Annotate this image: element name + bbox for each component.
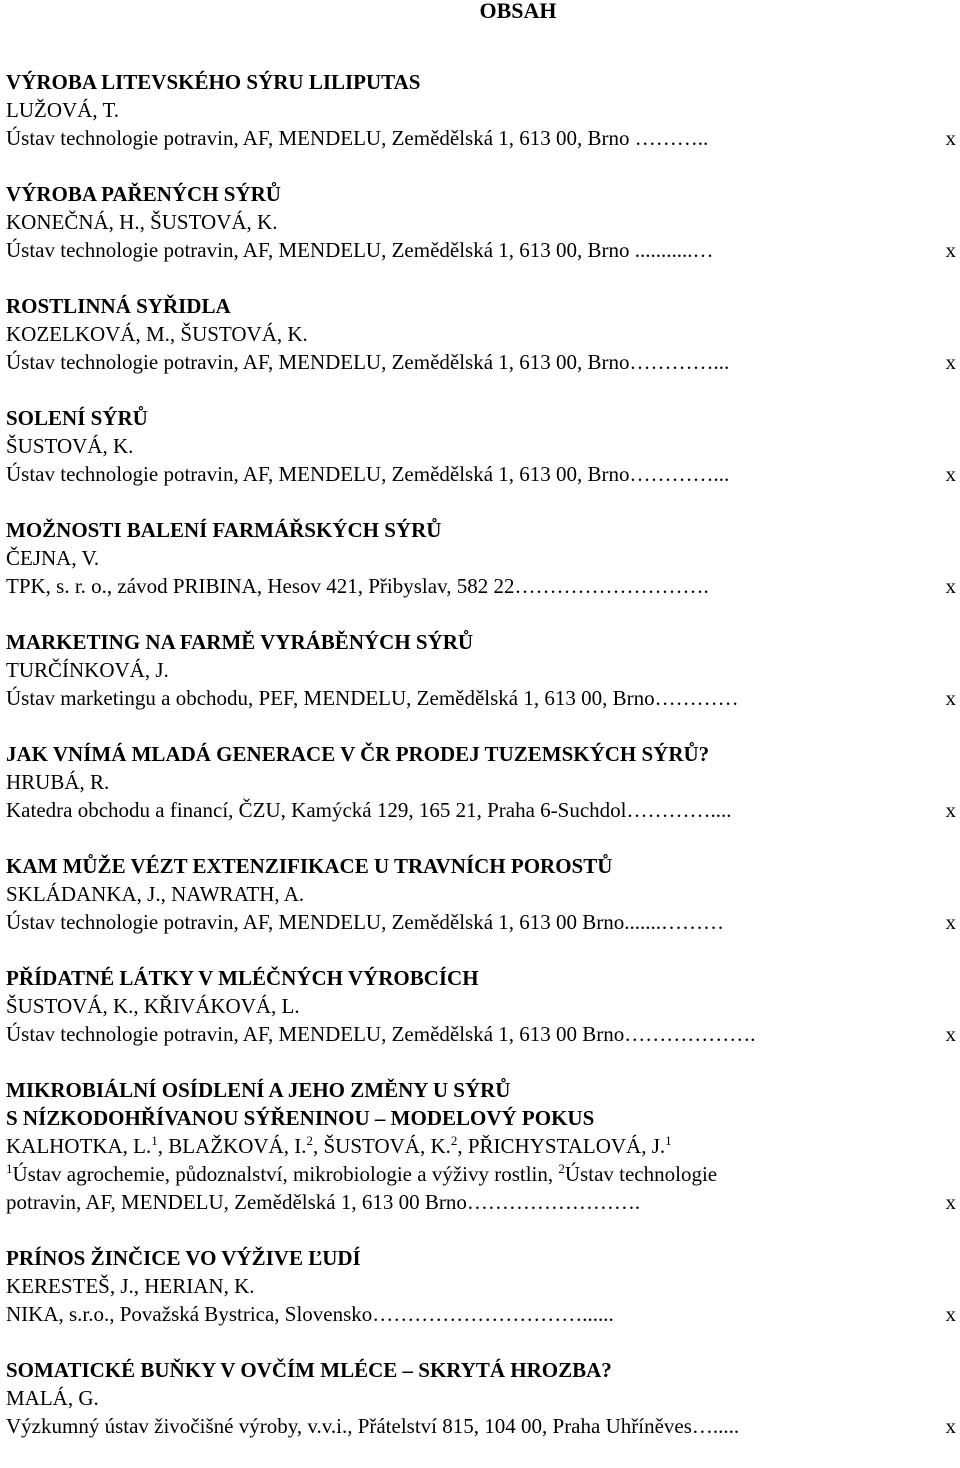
entry-authors: ŠUSTOVÁ, K., KŘIVÁKOVÁ, L. [6, 994, 300, 1018]
toc-entry [6, 740, 956, 824]
entry-page-number: x [945, 238, 956, 262]
toc-entry [6, 964, 956, 1048]
entry-affiliation: Katedra obchodu a financí, ČZU, Kamýcká 129, 165 21, Praha 6-Suchdol………….... [6, 798, 732, 822]
entry-authors: ČEJNA, V. [6, 546, 100, 570]
entry-authors: MALÁ, G. [6, 1386, 99, 1410]
entry-affiliation: Ústav technologie potravin, AF, MENDELU, Zemědělská 1, 613 00 Brno………………. [6, 1022, 756, 1046]
entry-title[interactable]: MIKROBIÁLNÍ OSÍDLENÍ A JEHO ZMĚNY U SÝRŮ [6, 1078, 511, 1102]
footnote-marker: 2 [558, 1161, 565, 1176]
footnote-marker: 1 [151, 1133, 158, 1148]
table-of-contents [6, 68, 956, 1468]
entry-title[interactable]: PRÍNOS ŽINČICE VO VÝŽIVE ĽUDÍ [6, 1246, 361, 1270]
entry-affiliation: NIKA, s.r.o., Považská Bystrica, Slovensko…………………………...... [6, 1302, 614, 1326]
toc-entry [6, 852, 956, 936]
entry-page-number: x [945, 462, 956, 486]
entry-title-continued[interactable]: S NÍZKODOHŘÍVANOU SÝŘENINOU – MODELOVÝ POKUS [6, 1106, 595, 1130]
entry-page-number: x [945, 1190, 956, 1214]
footnote-marker: 1 [6, 1161, 13, 1176]
entry-page-number: x [945, 686, 956, 710]
entry-authors: KALHOTKA, L.$^1$, BLAŽKOVÁ, I.$^2$, ŠUSTOVÁ, K.$^2$, PŘICHYSTALOVÁ, J.$^1$ [6, 1133, 672, 1158]
entry-title[interactable]: KAM MŮŽE VÉZT EXTENZIFIKACE U TRAVNÍCH POROSTŮ [6, 854, 613, 878]
entry-affiliation: Ústav technologie potravin, AF, MENDELU, Zemědělská 1, 613 00, Brno ……….. [6, 126, 709, 150]
entry-page-number: x [945, 1414, 956, 1438]
entry-authors: KONEČNÁ, H., ŠUSTOVÁ, K. [6, 210, 278, 234]
entry-page-number: x [945, 350, 956, 374]
entry-page-number: x [945, 126, 956, 150]
footnote-marker: 2 [306, 1133, 313, 1148]
entry-affiliation: Ústav technologie potravin, AF, MENDELU, Zemědělská 1, 613 00, Brno…………... [6, 462, 730, 486]
entry-title[interactable]: SOMATICKÉ BUŇKY V OVČÍM MLÉCE – SKRYTÁ HROZBA? [6, 1358, 612, 1382]
entry-authors: LUŽOVÁ, T. [6, 98, 119, 122]
entry-affiliation: $^1$Ústav agrochemie, půdoznalství, mikrobiologie a výživy rostlin, $^2$Ústav technologie [6, 1161, 718, 1186]
entry-title[interactable]: PŘÍDATNÉ LÁTKY V MLÉČNÝCH VÝROBCÍCH [6, 966, 479, 990]
entry-page-number: x [945, 1302, 956, 1326]
entry-title[interactable]: VÝROBA LITEVSKÉHO SÝRU LILIPUTAS [6, 70, 421, 94]
entry-title[interactable]: MARKETING NA FARMĚ VYRÁBĚNÝCH SÝRŮ [6, 630, 474, 654]
entry-title[interactable]: SOLENÍ SÝRŮ [6, 406, 148, 430]
entry-affiliation: Ústav technologie potravin, AF, MENDELU, Zemědělská 1, 613 00 Brno.......……… [6, 910, 725, 934]
page-title: OBSAH [479, 0, 557, 23]
entry-authors: SKLÁDANKA, J., NAWRATH, A. [6, 882, 305, 906]
entry-affiliation-continued: potravin, AF, MENDELU, Zemědělská 1, 613 00 Brno……………………. [6, 1190, 641, 1214]
toc-entry [6, 1244, 956, 1328]
toc-entry [6, 292, 956, 376]
entry-authors: ŠUSTOVÁ, K. [6, 434, 134, 458]
footnote-marker: 2 [450, 1133, 458, 1148]
entry-affiliation: Ústav technologie potravin, AF, MENDELU, Zemědělská 1, 613 00, Brno…………... [6, 350, 730, 374]
toc-entry [6, 628, 956, 712]
entry-title[interactable]: ROSTLINNÁ SYŘIDLA [6, 294, 231, 318]
entry-authors: KOZELKOVÁ, M., ŠUSTOVÁ, K. [6, 322, 308, 346]
entry-affiliation: Ústav technologie potravin, AF, MENDELU, Zemědělská 1, 613 00, Brno ...........… [6, 238, 714, 262]
entry-authors: KERESTEŠ, J., HERIAN, K. [6, 1274, 255, 1298]
entry-affiliation: TPK, s. r. o., závod PRIBINA, Hesov 421, Přibyslav, 582 22………………………. [6, 574, 709, 598]
entry-page-number: x [945, 1022, 956, 1046]
entry-affiliation: Ústav marketingu a obchodu, PEF, MENDELU, Zemědělská 1, 613 00, Brno………… [6, 686, 739, 710]
toc-entry [6, 1356, 956, 1440]
toc-entry [6, 180, 956, 264]
entry-authors: TURČÍNKOVÁ, J. [6, 658, 169, 682]
entry-authors: HRUBÁ, R. [6, 770, 110, 794]
toc-entry [6, 1076, 956, 1216]
entry-affiliation: Výzkumný ústav živočišné výroby, v.v.i., Přátelství 815, 104 00, Praha Uhříněves…..... [6, 1414, 740, 1438]
entry-title[interactable]: JAK VNÍMÁ MLADÁ GENERACE V ČR PRODEJ TUZEMSKÝCH SÝRŮ? [6, 742, 710, 766]
entry-page-number: x [945, 574, 956, 598]
entry-page-number: x [945, 798, 956, 822]
footnote-marker: 1 [665, 1133, 672, 1148]
entry-title[interactable]: VÝROBA PAŘENÝCH SÝRŮ [6, 182, 281, 206]
toc-entry [6, 68, 956, 152]
entry-page-number: x [945, 910, 956, 934]
toc-entry [6, 516, 956, 600]
toc-entry [6, 404, 956, 488]
entry-title[interactable]: MOŽNOSTI BALENÍ FARMÁŘSKÝCH SÝRŮ [6, 518, 442, 542]
